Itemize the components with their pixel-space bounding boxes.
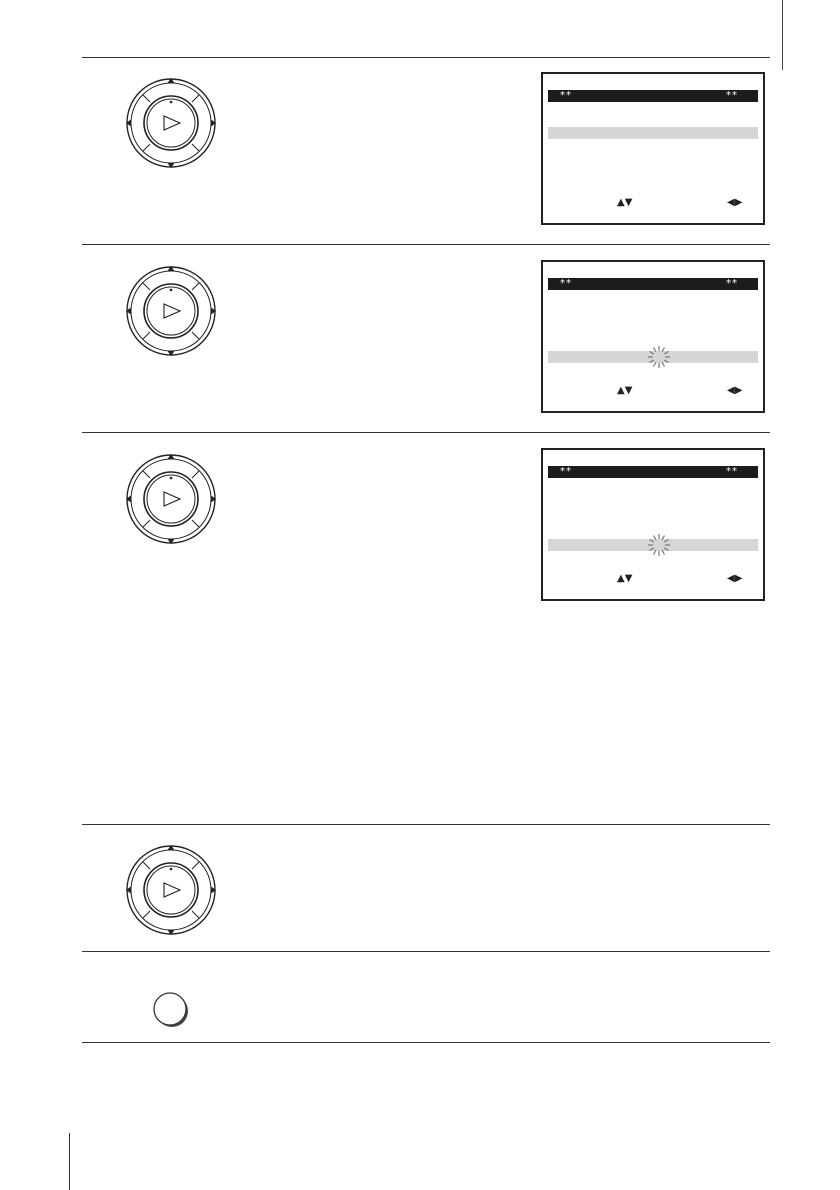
blinking-marker-icon [646,344,672,370]
osd-header-right: ** [726,278,738,289]
osd-updown-hint: ▲▼ [617,573,633,584]
osd-header-left: ** [560,90,572,101]
osd-updown-hint: ▲▼ [617,197,633,208]
step-divider [82,244,770,245]
osd-header-left: ** [560,278,572,289]
osd-header-bar [548,90,758,102]
osd-screen [541,448,765,601]
step-divider [82,1042,770,1043]
step-divider [82,951,770,952]
osd-header-bar [548,466,758,478]
osd-header-left: ** [560,466,572,477]
blinking-marker-icon [646,532,672,558]
arrow-dial-play-icon [124,843,218,937]
step-divider [82,57,770,58]
round-button-icon [152,991,190,1029]
osd-header-right: ** [726,466,738,477]
osd-leftright-hint: ◀▶ [727,573,743,584]
step-divider [82,824,770,825]
footer-margin-line [69,1133,70,1190]
arrow-dial-play-icon [124,264,218,358]
osd-header-right: ** [726,90,738,101]
osd-updown-hint: ▲▼ [617,385,633,396]
osd-highlight-row [548,127,758,139]
arrow-dial-play-icon [124,76,218,170]
osd-leftright-hint: ◀▶ [727,385,743,396]
osd-screen [541,72,765,225]
step-divider [82,432,770,433]
osd-screen [541,260,765,413]
osd-leftright-hint: ◀▶ [727,197,743,208]
osd-header-bar [548,278,758,290]
thumb-tab-line [782,0,783,70]
arrow-dial-play-icon [124,452,218,546]
